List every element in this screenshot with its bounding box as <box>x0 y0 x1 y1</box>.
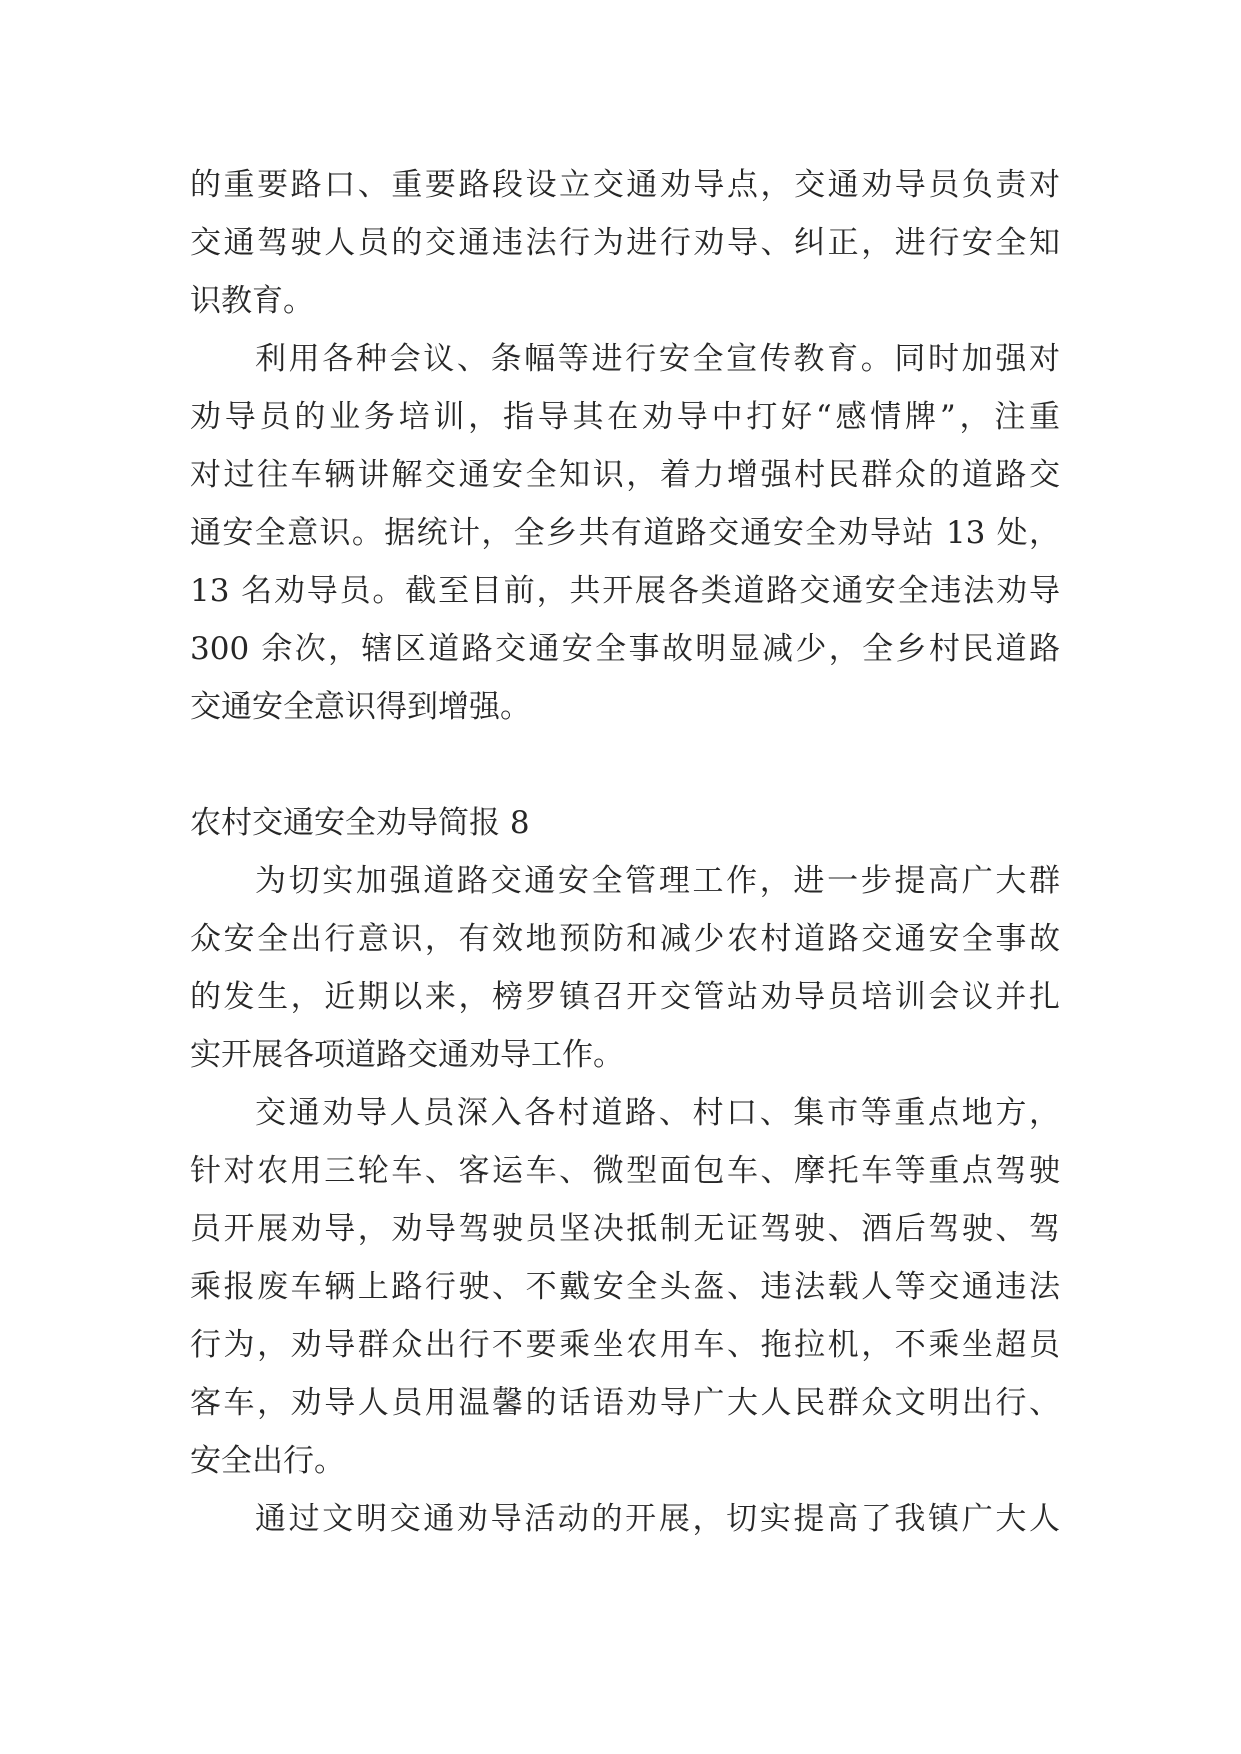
text-line: 13 名劝导员。截至目前，共开展各类道路交通安全违法劝导 <box>190 573 1060 609</box>
text-line: 行为，劝导群众出行不要乘坐农用车、拖拉机，不乘坐超员 <box>190 1327 1060 1363</box>
text-line: 通过文明交通劝导活动的开展，切实提高了我镇广大人 <box>255 1501 1060 1537</box>
text-line: 劝导员的业务培训，指导其在劝导中打好“感情牌”，注重 <box>190 399 1060 435</box>
section-heading: 农村交通安全劝导简报 8 <box>190 805 530 841</box>
text-line: 对过往车辆讲解交通安全知识，着力增强村民群众的道路交 <box>190 457 1060 493</box>
text-line: 的发生，近期以来，榜罗镇召开交管站劝导员培训会议并扎 <box>190 979 1060 1015</box>
text-line: 实开展各项道路交通劝导工作。 <box>190 1037 624 1073</box>
text-line: 的重要路口、重要路段设立交通劝导点，交通劝导员负责对 <box>190 167 1060 203</box>
text-line: 众安全出行意识，有效地预防和减少农村道路交通安全事故 <box>190 921 1060 957</box>
text-line: 300 余次，辖区道路交通安全事故明显减少，全乡村民道路 <box>190 631 1060 667</box>
text-line: 交通安全意识得到增强。 <box>190 689 531 725</box>
text-line: 乘报废车辆上路行驶、不戴安全头盔、违法载人等交通违法 <box>190 1269 1060 1305</box>
text-line: 利用各种会议、条幅等进行安全宣传教育。同时加强对 <box>255 341 1060 377</box>
text-line: 通安全意识。据统计，全乡共有道路交通安全劝导站 13 处， <box>190 515 1060 551</box>
text-line: 交通驾驶人员的交通违法行为进行劝导、纠正，进行安全知 <box>190 225 1060 261</box>
text-line: 员开展劝导，劝导驾驶员坚决抵制无证驾驶、酒后驾驶、驾 <box>190 1211 1060 1247</box>
text-line: 识教育。 <box>190 283 314 319</box>
text-line: 客车，劝导人员用温馨的话语劝导广大人民群众文明出行、 <box>190 1385 1060 1421</box>
text-line: 交通劝导人员深入各村道路、村口、集市等重点地方， <box>255 1095 1060 1131</box>
text-line: 为切实加强道路交通安全管理工作，进一步提高广大群 <box>255 863 1060 899</box>
text-line: 针对农用三轮车、客运车、微型面包车、摩托车等重点驾驶 <box>190 1153 1060 1189</box>
text-line: 安全出行。 <box>190 1443 345 1479</box>
